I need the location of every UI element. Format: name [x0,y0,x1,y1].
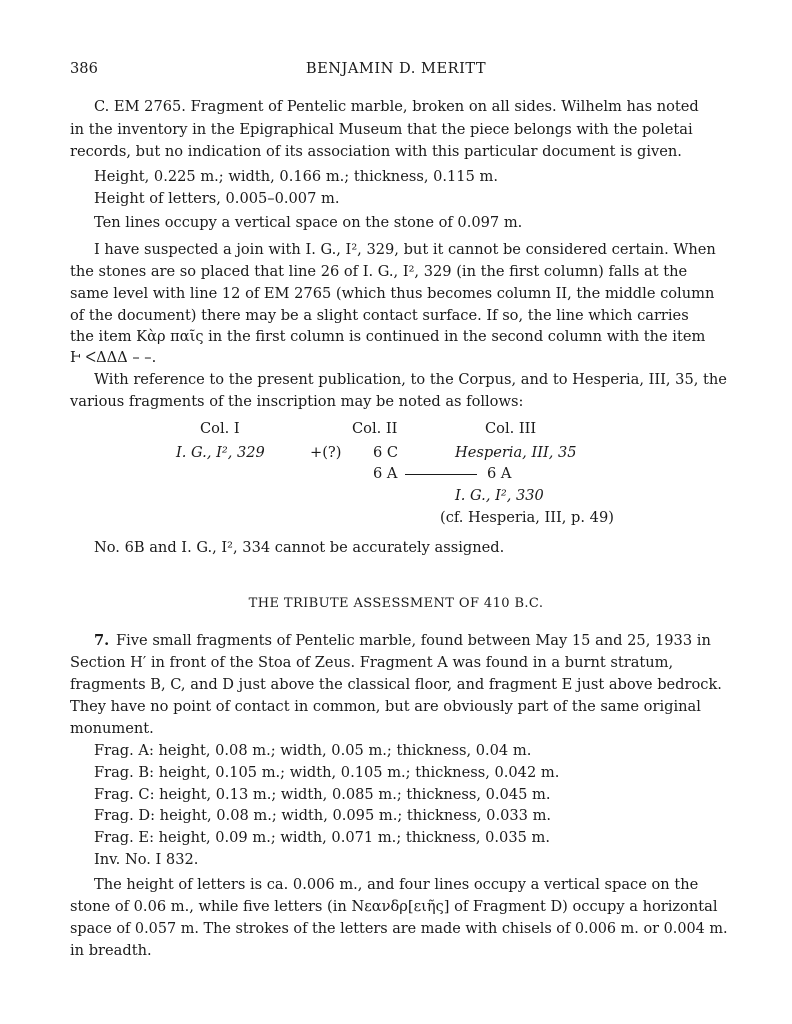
col-3-entry-3: I. G., I², 330 [455,487,544,504]
join-line-1: I have suspected a join with I. G., I², 329, but it cannot be considered certain. When [94,241,716,258]
reference-line-1: With reference to the present publication, to the Corpus, and to Hesperia, III, 35, the [94,371,727,388]
join-line-2: the stones are so placed that line 26 of I. G., I², 329 (in the first column) falls at the [70,263,688,280]
item7-line-1: Five small fragments of Pentelic marble, found between May 15 and 25, 1933 in [116,632,711,649]
item7-line-4: They have no point of contact in common, but are obviously part of the same original [70,698,701,715]
item-number: 7. [94,632,110,649]
col-3-entry-2: 6 A [487,465,512,482]
dimensions-line: Height, 0.225 m.; width, 0.166 m.; thickness, 0.115 m. [94,168,498,185]
running-title: BENJAMIN D. MERITT [305,60,487,77]
col-3-entry-4: (cf. Hesperia, III, p. 49) [440,509,614,526]
inventory-line: Inv. No. I 832. [94,851,199,868]
item7-line-3: fragments B, C, and D just above the classical floor, and fragment E just above bedrock. [70,676,722,693]
intro-line-3: records, but no indication of its association with this particular document is given. [70,143,682,160]
join-marker: +(?) [310,444,342,461]
col-1-header: Col. I [200,420,240,437]
item7-line-5: monument. [70,720,154,737]
col-3-header: Col. III [485,420,537,437]
frag-d-line: Frag. D: height, 0.08 m.; width, 0.095 m.; thickness, 0.033 m. [94,807,552,824]
join-line-6: Ͱ ᐸΔΔΔ – –. [70,349,157,366]
section-heading: THE TRIBUTE ASSESSMENT OF 410 B.C. [248,596,544,611]
join-line-3: same level with line 12 of EM 2765 (which thus becomes column II, the middle column [70,285,715,302]
col-3-entry-1: Hesperia, III, 35 [455,444,577,461]
item7-line-2: Section H′ in front of the Stoa of Zeus. Fragment A was found in a burnt stratum, [70,654,674,671]
frag-e-line: Frag. E: height, 0.09 m.; width, 0.071 m.; thickness, 0.035 m. [94,829,551,846]
col-2-entry-2: 6 A [373,465,398,482]
frag-c-line: Frag. C: height, 0.13 m.; width, 0.085 m.; thickness, 0.045 m. [94,786,551,803]
page-number: 386 [70,60,98,77]
intro-line-2: in the inventory in the Epigraphical Museum that the piece belongs with the poletai [70,121,693,138]
frag-a-line: Frag. A: height, 0.08 m.; width, 0.05 m.; thickness, 0.04 m. [94,742,532,759]
letter-height-line: Height of letters, 0.005–0.007 m. [94,190,340,207]
col-2-header: Col. II [352,420,398,437]
final-line-1: The height of letters is ca. 0.006 m., and four lines occupy a vertical space on the [94,876,699,893]
col-2-entry-1: 6 C [373,444,399,461]
final-line-2: stone of 0.06 m., while five letters (in Νεανδρ[ειῆς] of Fragment D) occupy a horizontal [70,898,718,915]
join-line-5: the item Κὰρ παῖς in the first column is continued in the second column with the item [70,328,706,345]
intro-line-1: C. EM 2765. Fragment of Pentelic marble, broken on all sides. Wilhelm has noted [94,98,699,115]
ten-lines-line: Ten lines occupy a vertical space on the stone of 0.097 m. [94,214,523,231]
col-1-entry: I. G., I², 329 [176,444,265,461]
join-dash [405,474,477,475]
reference-line-2: various fragments of the inscription may be noted as follows: [70,393,524,410]
final-line-4: in breadth. [70,942,152,959]
final-line-3: space of 0.057 m. The strokes of the letters are made with chisels of 0.006 m. or 0.004 m. [70,920,728,937]
unassigned-note: No. 6B and I. G., I², 334 cannot be accurately assigned. [94,539,505,556]
frag-b-line: Frag. B: height, 0.105 m.; width, 0.105 m.; thickness, 0.042 m. [94,764,560,781]
join-line-4: of the document) there may be a slight contact surface. If so, the line which carries [70,307,689,324]
